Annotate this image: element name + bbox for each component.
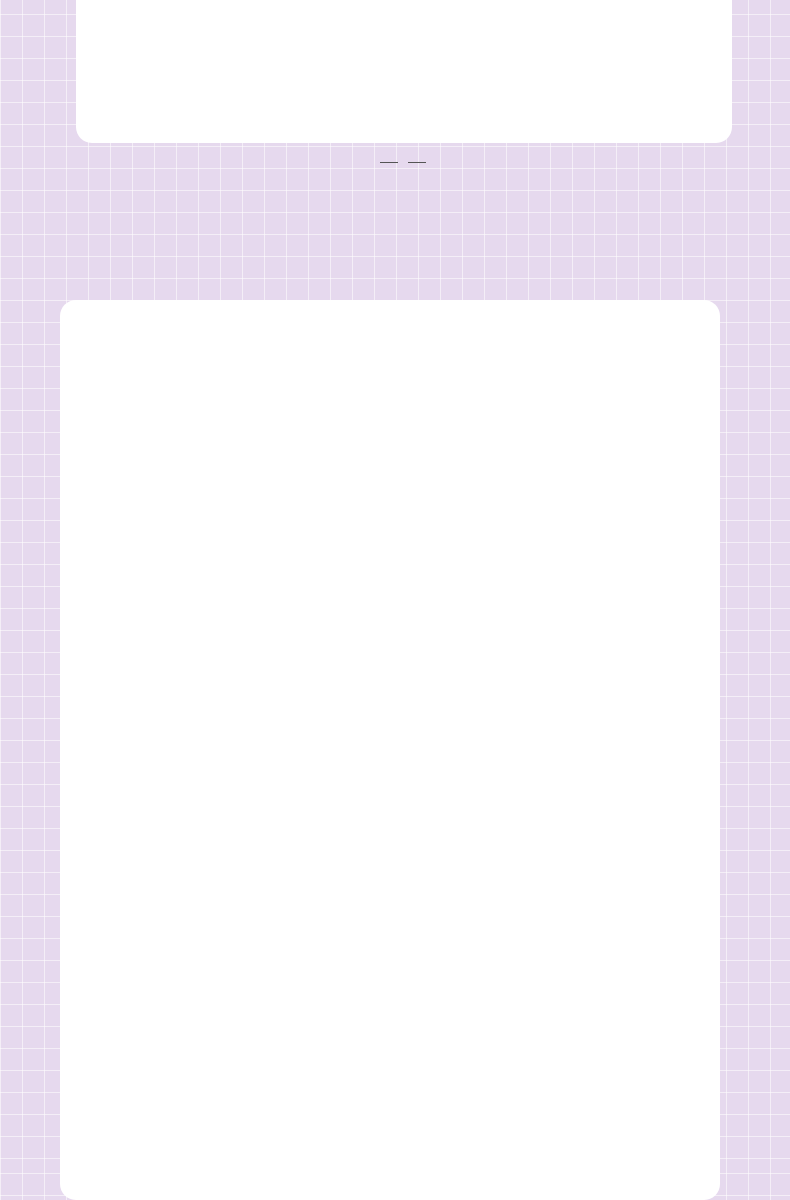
page-marker-line-left bbox=[380, 162, 398, 163]
toc-card-main bbox=[60, 300, 720, 1200]
page-marker-line-right bbox=[408, 162, 426, 163]
page-marker bbox=[370, 154, 436, 170]
toc-card-previous bbox=[76, 0, 732, 143]
